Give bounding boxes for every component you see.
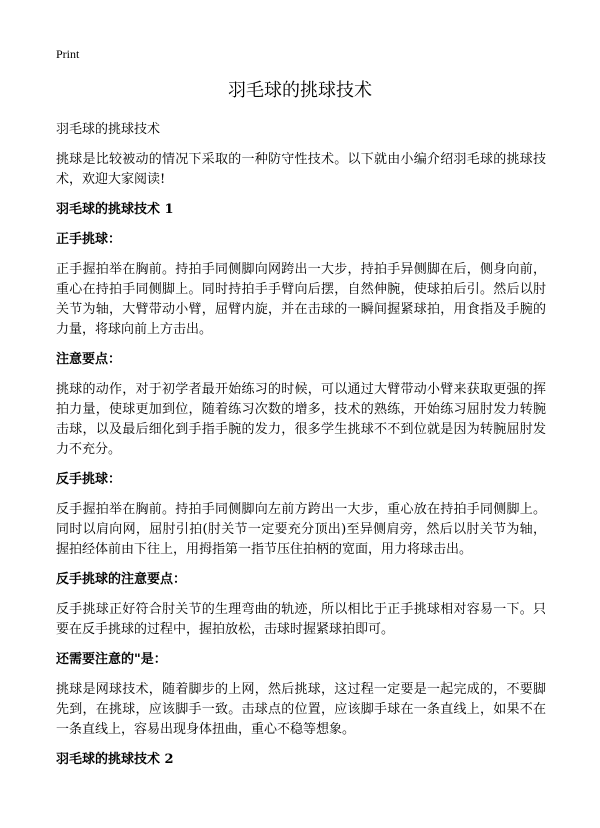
notes-paragraph: 挑球的动作，对于初学者最开始练习的时候，可以通过大臂带动小臂来获取更强的挥拍力量，使球更加到位，随着练习次数的增多，技术的熟练，开始练习屈肘发力转腕击球，以及最后细化到手指手腕的发力，很多学生挑球不不到位就是因为转腕屈肘发力不充分。 xyxy=(56,382,546,457)
more-notes-heading: 还需要注意的"是： xyxy=(56,652,167,667)
more-notes-paragraph: 挑球是网球技术，随着脚步的上网，然后挑球，这过程一定要是一起完成的，不要脚先到，在挑球，应该脚手一致。击球点的位置，应该脚手球在一条直线上，如果不在一条直线上，容易出现身体扭曲，重心不稳等想象。 xyxy=(56,682,546,737)
section-2-heading: 羽毛球的挑球技术 2 xyxy=(56,752,174,767)
document-body xyxy=(56,120,546,780)
backhand-notes-heading: 反手挑球的注意要点： xyxy=(56,572,187,587)
document-title: 羽毛球的挑球技术 xyxy=(228,80,372,101)
forehand-paragraph: 正手握拍举在胸前。持拍手同侧脚向网跨出一大步，持拍手异侧脚在后，侧身向前，重心在持拍手同侧脚上。同时持拍手手臂向后摆，自然伸腕，使球拍后引。然后以肘关节为轴，大臂带动小臂，屈臂内旋，并在击球的一瞬间握紧球拍，用食指及手腕的力量，将球向前上方击出。 xyxy=(56,262,546,337)
backhand-notes-paragraph: 反手挑球正好符合肘关节的生理弯曲的轨迹，所以相比于正手挑球相对容易一下。只要在反手挑球的过程中，握拍放松，击球时握紧球拍即可。 xyxy=(56,602,546,637)
document-subtitle: 羽毛球的挑球技术 xyxy=(56,122,161,137)
section-1-heading: 羽毛球的挑球技术 1 xyxy=(56,202,174,217)
notes-heading: 注意要点： xyxy=(56,352,122,367)
backhand-heading: 反手挑球： xyxy=(56,472,122,487)
forehand-heading: 正手挑球： xyxy=(56,232,122,247)
intro-paragraph: 挑球是比较被动的情况下采取的一种防守性技术。以下就由小编介绍羽毛球的挑球技术，欢迎大家阅读! xyxy=(56,152,546,187)
print-label: Print xyxy=(56,47,80,61)
backhand-paragraph: 反手握拍举在胸前。持拍手同侧脚向左前方跨出一大步，重心放在持拍手同侧脚上。同时以肩向网，屈肘引拍(肘关节一定要充分顶出)至异侧肩旁，然后以肘关节为轴，握拍经体前由下往上，用拇指第一指节压住拍柄的宽面，用力将球击出。 xyxy=(56,502,546,557)
